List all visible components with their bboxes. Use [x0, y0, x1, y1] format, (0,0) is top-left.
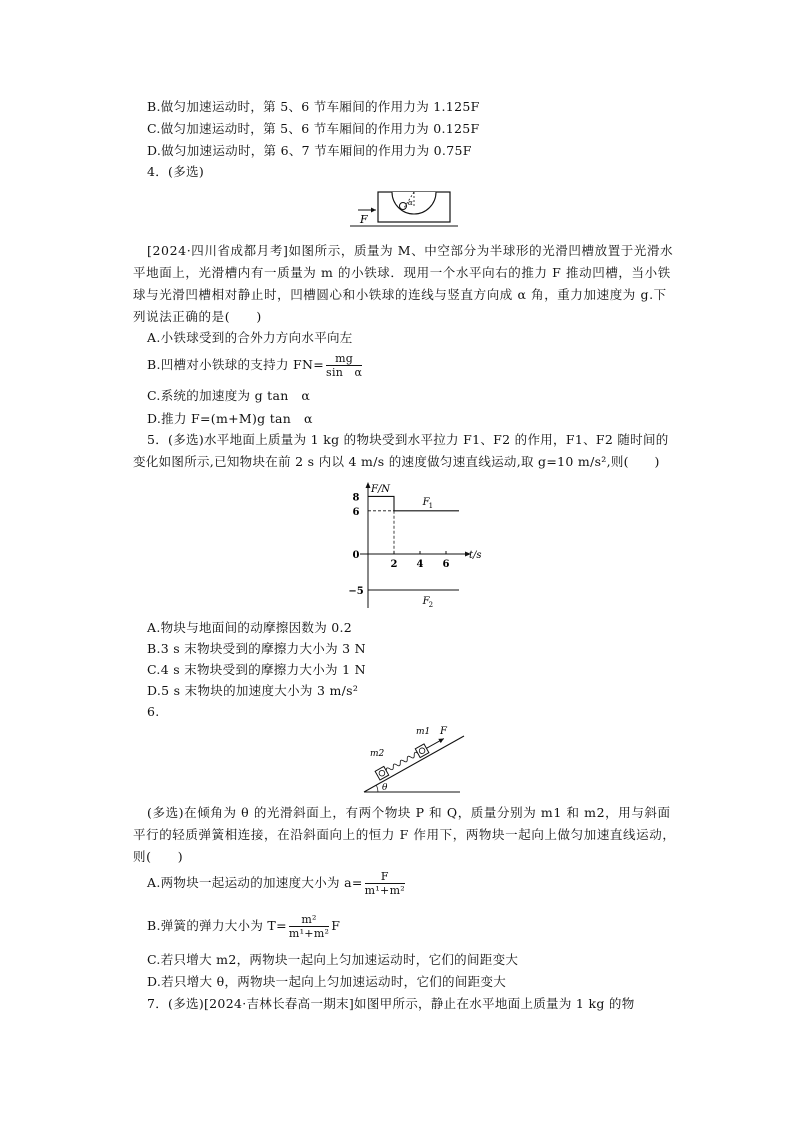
q5-stem-line1: 5．(多选)水平地面上质量为 1 kg 的物块受到水平拉力 F1、F2 的作用，F1、F2 随时间的: [147, 432, 669, 447]
q6-stem: (多选)在倾角为 θ 的光滑斜面上，有两个物块 P 和 Q，质量分别为 m1 和 m2，用与斜面平行的轻质弹簧相连接，在沿斜面向上的恒力 F 作用下，两物块一起向上做匀加速直线运动，则( ): [133, 805, 676, 864]
q4-figure-groove: [350, 188, 460, 230]
x-tick-label: 4: [416, 559, 424, 570]
label-F2: F: [422, 596, 430, 607]
q5-option-d: D.5 s 末物块的加速度大小为 3 m/s²: [147, 683, 359, 698]
x-tick-label: 6: [442, 559, 450, 570]
q3-option-d: D.做匀加速运动时，第 6、7 节车厢间的作用力为 0.75F: [147, 143, 472, 158]
y-axis-arrow: [366, 482, 371, 488]
label-F1: F: [422, 496, 430, 508]
label-F2-sub: 2: [428, 601, 434, 609]
q6-option-d: D.若只增大 θ，两物块一起向上匀加速运动时，它们的间距变大: [147, 974, 507, 989]
x-axis-label: t/s: [469, 550, 482, 561]
q5-option-a: A.物块与地面间的动摩擦因数为 0.2: [147, 620, 353, 635]
q3-option-b: B.做匀加速运动时，第 5、6 节车厢间的作用力为 1.125F: [147, 99, 480, 114]
block-m1: [415, 744, 429, 758]
q6-figure-incline: [360, 722, 470, 797]
svg-text:m1: m1: [416, 727, 431, 737]
svg-text:α: α: [408, 199, 413, 207]
q3-option-c: C.做匀加速运动时，第 5、6 节车厢间的作用力为 0.125F: [147, 121, 480, 136]
y-axis-label: F/N: [371, 484, 391, 495]
y-tick-label: 6: [352, 506, 360, 518]
q7-stem: 7．(多选)[2024·吉林长春高一期末]如图甲所示，静止在水平地面上质量为 1 kg 的物: [147, 996, 635, 1011]
x-tick-label: 2: [390, 559, 398, 570]
label-F1-sub: 1: [428, 501, 434, 510]
q5-option-b: B.3 s 末物块受到的摩擦力大小为 3 N: [147, 641, 366, 656]
q4-option-a: A.小铁球受到的合外力方向水平向左: [147, 330, 353, 345]
svg-text:F: F: [360, 213, 368, 226]
q4-option-c: C.系统的加速度为 g tan α: [147, 388, 311, 403]
q6-option-b: B.弹簧的弹力大小为 T= $\frac{\text{m²}}{\text{m¹+m²}}$ F: [147, 913, 341, 940]
svg-text:m2: m2: [370, 749, 385, 759]
q5-option-c: C.4 s 末物块受到的摩擦力大小为 1 N: [147, 662, 366, 677]
svg-text:F: F: [440, 726, 447, 737]
y-tick-label: 0: [352, 550, 360, 561]
y-tick-label: −5: [348, 586, 364, 597]
series-F1: [368, 496, 459, 510]
q4-option-b: B.凹槽对小铁球的支持力 FN= $\frac{mg}{\text{sin α}}$: [147, 352, 363, 379]
y-tick-label: 8: [352, 492, 360, 504]
q6-option-c: C.若只增大 m2，两物块一起向上匀加速运动时，它们的间距变大: [147, 952, 519, 967]
q4-stem: [2024·四川省成都月考]如图所示，质量为 M、中空部分为半球形的光滑凹槽放置于光滑水平地面上，光滑槽内有一质量为 m 的小铁球．现用一个水平向右的推力 F 推动凹槽，当小铁球与光滑凹槽相对静止时，凹槽圆心和小铁球的连线与竖直方向成 α 角，重力加速度为 g.下列说法正确的是( ): [133, 243, 674, 324]
incline-surface: [364, 736, 464, 792]
q5-force-time-chart: [330, 478, 482, 609]
svg-text:θ: θ: [382, 783, 388, 793]
q6-header: 6.: [147, 704, 160, 719]
q4-option-d: D.推力 F=(m+M)g tan α: [147, 411, 313, 426]
q4-header: 4．(多选): [147, 164, 205, 179]
groove-cavity: [392, 192, 436, 214]
spring: [385, 751, 418, 772]
q5-stem-line2: 变化如图所示,已知物块在前 2 s 内以 4 m/s 的速度做匀速直线运动,取 g=10 m/s²,则( ): [133, 454, 660, 469]
q6-option-a: A.两物块一起运动的加速度大小为 a= $\frac{F}{\text{m¹+m²}}$: [147, 870, 406, 897]
